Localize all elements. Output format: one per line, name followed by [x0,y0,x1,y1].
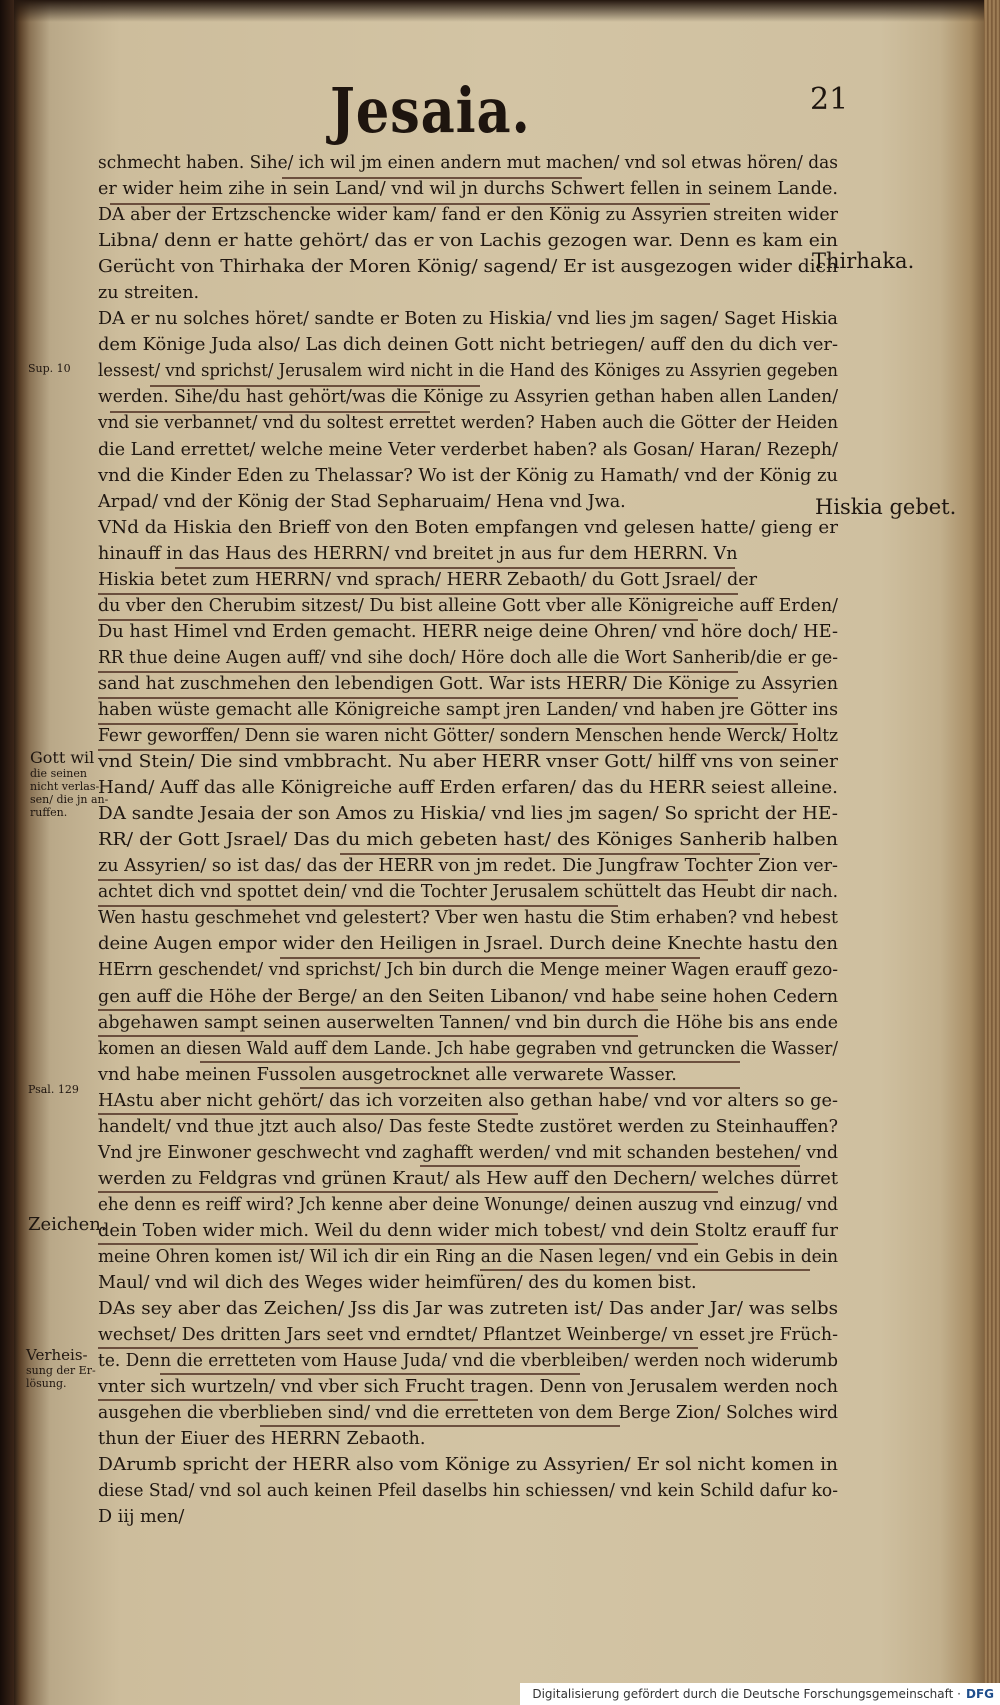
text-line [98,1348,838,1374]
text-line [98,254,838,280]
handwritten-underline [98,905,618,907]
margin-note-gott-wil-5: ruffen. [30,806,68,819]
margin-note-verheis-1: Verheis- [26,1346,88,1364]
handwritten-underline [98,1243,698,1245]
text-line-content: vnd die Kinder Eden zu Thelassar? Wo ist der König zu Hamath/ vnd der König zu [98,465,838,486]
text-line [98,567,838,593]
text-line [98,1270,838,1296]
text-line-content: dein Toben wider mich. Weil du denn wider mich tobest/ vnd dein Stoltz erauff fur [98,1220,838,1241]
text-line-content: Vnd jre Einwoner geschwecht vnd zaghafft werden/ vnd mit schanden bestehen/ vnd [98,1142,839,1163]
handwritten-underline [98,1347,698,1349]
handwritten-underline [98,1191,718,1193]
handwritten-underline [340,853,760,855]
text-line-content: ausgehen die vberblieben sind/ vnd die erretteten von dem Berge Zion/ Solches wird [98,1403,839,1424]
text-line [98,1244,838,1270]
handwritten-underline [282,177,582,179]
handwritten-underline [98,879,728,881]
text-line-content: DA er nu solches höret/ sandte er Boten zu Hiskia/ vnd lies jm sagen/ Saget Hiskia [98,309,838,330]
text-line [98,1478,838,1504]
handwritten-underline [98,593,738,595]
text-line [98,489,838,515]
text-line-content: vnd habe meinen Fussolen ausgetrocknet alle verwarete Wasser. [98,1064,677,1085]
text-line-content: lessest/ vnd sprichst/ Jerusalem wird nicht in die Hand des Königes zu Assyrien gegeben [98,361,838,382]
credit-text: Digitalisierung gefördert durch die Deutsche Forschungsgemeinschaft · [532,1687,961,1701]
text-line-content: te. Denn die erretteten vom Hause Juda/ vnd die vberbleiben/ werden noch widerumb [98,1351,839,1372]
text-line-content: DA aber der Ertzschencke wider kam/ fand er den König zu Assyrien streiten wider [98,205,839,226]
text-line-content: werden zu Feldgras vnd grünen Kraut/ als Hew auff den Dechern/ welches dürret [98,1168,839,1189]
text-line [98,853,838,879]
page-number: 21 [810,82,849,117]
dfg-logo: DFG [965,1687,994,1701]
text-line-content: du vber den Cherubim sitzest/ Du bist alleine Gott vber alle Königreiche auff Erden/ [98,595,838,616]
text-line-content: dem Könige Juda also/ Las dich deinen Gott nicht betriegen/ auff den du dich ver- [98,335,838,356]
text-line [98,228,838,254]
margin-note-gott-wil-1: Gott wil [30,748,95,767]
text-line-content: Maul/ vnd wil dich des Weges wider heimfüren/ des du komen bist. [98,1273,697,1294]
text-line-content: Arpad/ vnd der König der Stad Sepharuaim/ Hena vnd Jwa. [98,491,626,512]
handwritten-underline [150,385,480,387]
text-line-content: sand hat zuschmehen den lebendigen Gott. War ists HERR/ Die Könige zu Assyrien [98,673,839,694]
text-line-content: zu streiten. [98,283,200,304]
text-line-content: deine Augen empor wider den Heiligen in Jsrael. Durch deine Knechte hastu den [98,934,839,955]
binding-edge [0,0,14,1705]
text-line-content: werden. Sihe/du hast gehört/was die Könige zu Assyrien gethan haben allen Landen/ [98,387,839,408]
text-line [98,1114,838,1140]
text-line-content: Wen hastu geschmehet vnd gelestert? Vber wen hastu die Stim erhaben? vnd hebest [98,908,838,929]
text-line [98,1426,838,1452]
text-line-content: handelt/ vnd thue jtzt auch also/ Das feste Stedte zustöret werden zu Steinhauffen? [98,1116,838,1137]
text-line [98,358,838,384]
text-line [98,749,838,775]
text-line [98,905,838,931]
margin-note-verheis-3: lösung. [26,1377,67,1390]
text-line [98,384,838,410]
text-line [98,280,838,306]
text-line [98,176,838,202]
text-line [98,1192,838,1218]
handwritten-underline [98,1399,478,1401]
text-line [98,1062,838,1088]
handwritten-underline [98,619,698,621]
margin-note-zeichen: Zeichen. [28,1214,107,1235]
handwritten-underline [98,1113,518,1115]
text-line-content: thun der Eiuer des HERRN Zebaoth. [98,1429,426,1450]
text-line [98,1400,838,1426]
text-line-content: vnd Stein/ Die sind vmbbracht. Nu aber HERR vnser Gott/ hilff vns von seiner [98,752,839,773]
text-line [98,1166,838,1192]
body-text [98,150,838,1530]
text-line [98,1452,838,1478]
text-line [98,515,838,541]
text-line [98,150,838,176]
text-line [98,697,838,723]
digitization-credit [520,1683,1000,1705]
text-line [98,1010,838,1036]
text-line [98,879,838,905]
text-line-content: komen an diesen Wald auff dem Lande. Jch habe gegraben vnd getruncken die Wasser/ [98,1038,839,1059]
margin-note-sup10: Sup. 10 [28,362,71,375]
margin-note-hiskia-gebet: Hiskia gebet. [815,495,957,519]
handwritten-underline [175,567,735,569]
text-line-content: die Land errettet/ welche meine Veter verderbet haben? als Gosan/ Haran/ Rezeph/ [98,439,839,460]
text-line [98,1036,838,1062]
text-line [98,1140,838,1166]
text-line-content: er wider heim zihe in sein Land/ vnd wil jn durchs Schwert fellen in seinem Lande. [98,179,838,200]
text-line-content: abgehawen sampt seinen auserwelten Tannen/ vnd bin durch die Höhe bis ans ende [98,1012,838,1033]
text-line [98,984,838,1010]
margin-note-gott-wil-4: sen/ die jn an- [30,793,109,806]
text-line [98,437,838,463]
text-line-content: vnd sie verbannet/ vnd du soltest errettet werden? Haben auch die Götter der Heiden [98,413,839,434]
text-line [98,1088,838,1114]
text-line [98,1322,838,1348]
text-line [98,593,838,619]
text-line [98,1218,838,1244]
handwritten-underline [160,1373,580,1375]
text-line-content: schmecht haben. Sihe/ ich wil jm einen andern mut machen/ vnd sol etwas hören/ das [98,153,838,173]
text-line-content: vnter sich wurtzeln/ vnd vber sich Frucht tragen. Denn von Jerusalem werden noch [98,1377,839,1398]
text-line [98,1504,838,1530]
text-line [98,541,838,567]
text-line [98,1296,838,1322]
text-line-content: Du hast Himel vnd Erden gemacht. HERR neige deine Ohren/ vnd höre doch/ HE- [98,621,838,642]
handwritten-underline [260,1425,620,1427]
text-line-content: DA sandte Jesaia der son Amos zu Hiskia/ vnd lies jm sagen/ So spricht der HE- [98,804,838,825]
text-line-content: hinauff in das Haus des HERRN/ vnd breitet jn aus fur dem HERRN. Vn [98,543,738,564]
handwritten-underline [420,1165,800,1167]
text-line-content: wechset/ Des dritten Jars seet vnd erndtet/ Pflantzet Weinberge/ vn esset jre Früch- [98,1325,839,1346]
handwritten-underline [98,723,798,725]
text-line [98,957,838,983]
handwritten-underline [280,957,700,959]
margin-note-gott-wil-3: nicht verlas- [30,780,100,793]
text-line [98,202,838,228]
text-line-content: Hand/ Auff das alle Königreiche auff Erden erfaren/ das du HERR seiest alleine. [98,778,838,799]
text-line-content: HErrn geschendet/ vnd sprichst/ Jch bin durch die Menge meiner Wagen erauff gezo- [98,960,839,981]
handwritten-underline [480,1269,810,1271]
page-stack-edge [984,0,1000,1705]
text-line [98,1374,838,1400]
text-line-content: Hiskia betet zum HERRN/ vnd sprach/ HERR Zebaoth/ du Gott Jsrael/ der [98,569,758,590]
handwritten-underline [98,749,818,751]
text-line [98,645,838,671]
text-line-content: Gerücht von Thirhaka der Moren König/ sagend/ Er ist ausgezogen wider dich [98,257,839,278]
text-line-content: ehe denn es reiff wird? Jch kenne aber deine Wonunge/ deinen auszug vnd einzug/ vnd [98,1194,839,1215]
margin-note-gott-wil-2: die seinen [30,767,87,780]
text-line [98,801,838,827]
text-line-content: Fewr geworffen/ Denn sie waren nicht Götter/ sondern Menschen hende Werck/ Holtz [98,726,839,747]
text-line-content: DArumb spricht der HERR also vom Könige zu Assyrien/ Er sol nicht komen in [98,1455,839,1476]
text-line [98,410,838,436]
text-line [98,775,838,801]
text-line [98,671,838,697]
handwritten-underline [98,697,738,699]
handwritten-underline [300,1087,740,1089]
text-line-content: achtet dich vnd spottet dein/ vnd die Tochter Jerusalem schüttelt das Heubt dir nach. [98,882,839,903]
text-line-content: RR/ der Gott Jsrael/ Das du mich gebeten hast/ des Königes Sanherib halben [98,830,838,851]
text-line-content: meine Ohren komen ist/ Wil ich dir ein Ring an die Nasen legen/ vnd ein Gebis in dein [98,1246,838,1267]
text-line-content: HAstu aber nicht gehört/ das ich vorzeiten also gethan habe/ vnd vor alters so ge- [98,1090,839,1111]
text-line-content: haben wüste gemacht alle Königreiche sampt jren Landen/ vnd haben jre Götter ins [98,699,838,720]
margin-note-psal: Psal. 129 [28,1083,79,1096]
text-line [98,827,838,853]
text-line [98,463,838,489]
text-line-content: VNd da Hiskia den Brieff von den Boten empfangen vnd gelesen hatte/ gieng er [98,517,838,538]
handwritten-underline [98,671,738,673]
text-line [98,619,838,645]
handwritten-underline [110,411,430,413]
text-line-content: RR thue deine Augen auff/ vnd sihe doch/ Höre doch alle die Wort Sanherib/die er ge- [98,647,838,668]
text-line-content: Libna/ denn er hatte gehört/ das er von Lachis gezogen war. Denn es kam ein [98,231,839,252]
text-line-content: diese Stad/ vnd sol auch keinen Pfeil daselbs hin schiessen/ vnd kein Schild dafur ko- [98,1481,839,1502]
text-line-content: DAs sey aber das Zeichen/ Jss dis Jar was zutreten ist/ Das ander Jar/ was selbs [98,1299,839,1320]
handwritten-underline [98,1009,658,1011]
text-line [98,931,838,957]
handwritten-underline [98,1035,638,1037]
handwritten-underline [110,203,710,205]
text-line-content: D iij men/ [98,1507,185,1528]
top-shadow [0,0,1000,22]
handwritten-underline [200,1061,740,1063]
text-line [98,332,838,358]
margin-note-verheis-2: sung der Er- [26,1364,96,1377]
text-line-content: zu Assyrien/ so ist das/ das der HERR von jm redet. Die Jungfraw Tochter Zion ver- [98,856,839,877]
text-line-content: gen auff die Höhe der Berge/ an den Seiten Libanon/ vnd habe seine hohen Cedern [98,986,839,1007]
running-title: Jesaia. [330,74,531,147]
text-line [98,723,838,749]
margin-note-thirhaka: Thirhaka. [812,249,915,273]
text-line [98,306,838,332]
